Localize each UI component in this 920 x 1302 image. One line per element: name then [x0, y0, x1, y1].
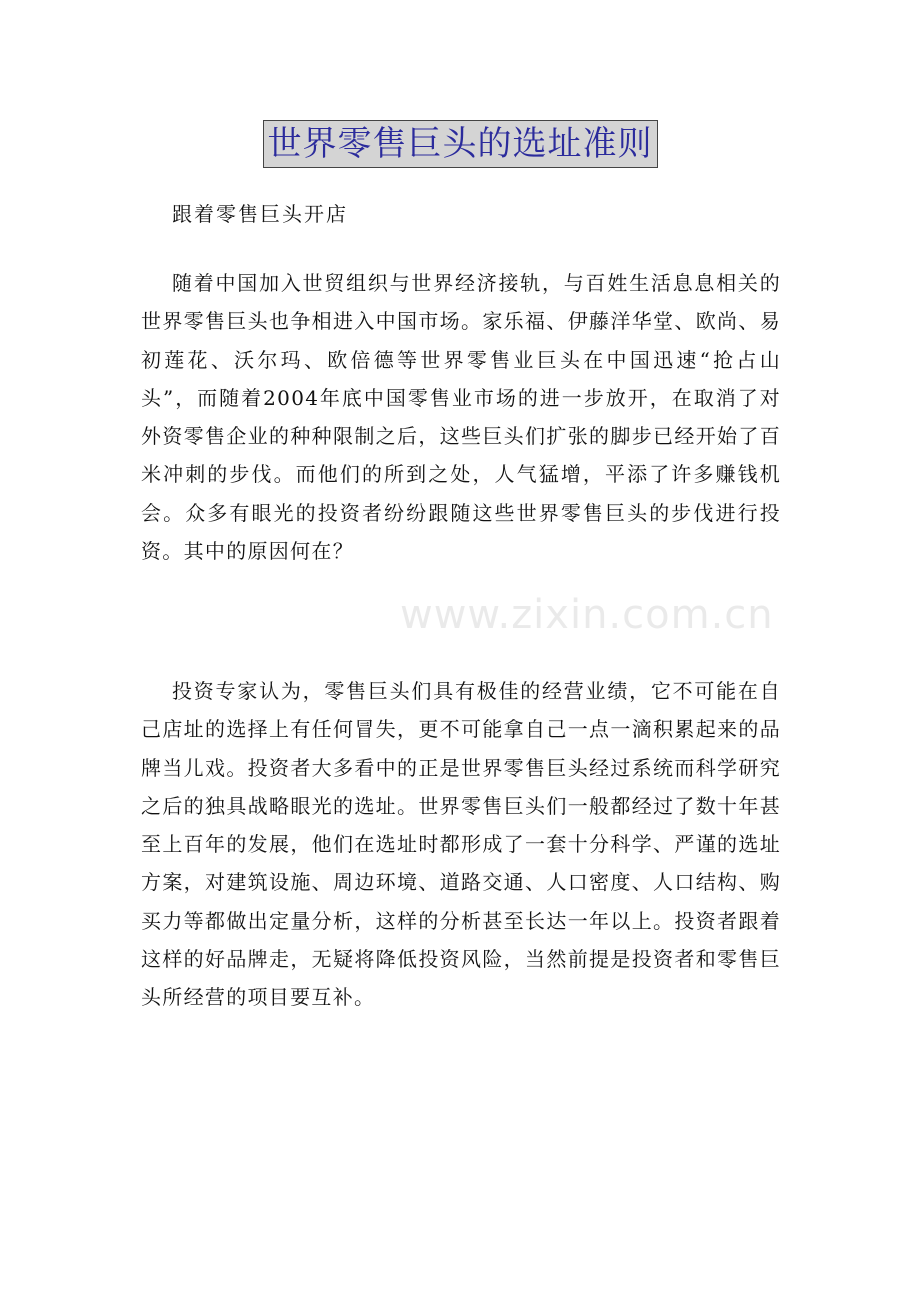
title-container	[0, 120, 920, 168]
page-title: 世界零售巨头的选址准则	[263, 120, 658, 168]
body-paragraph-1: 随着中国加入世贸组织与世界经济接轨，与百姓生活息息相关的世界零售巨头也争相进入中国市场。家乐福、伊藤洋华堂、欧尚、易初莲花、沃尔玛、欧倍德等世界零售业巨头在中国迅速“抢占山头”，而随着2004年底中国零售业市场的进一步放开，在取消了对外资零售企业的种种限制之后，这些巨头们扩张的脚步已经开始了百米冲刺的步伐。而他们的所到之处，人气猛增，平添了许多赚钱机会。众多有眼光的投资者纷纷跟随这些世界零售巨头的步伐进行投资。其中的原因何在？	[141, 271, 781, 564]
watermark: www.zixin.com.cn	[400, 592, 774, 638]
subtitle: 跟着零售巨头开店	[172, 202, 348, 226]
body-paragraph-2: 投资专家认为，零售巨头们具有极佳的经营业绩，它不可能在自己店址的选择上有任何冒失，更不可能拿自己一点一滴积累起来的品牌当儿戏。投资者大多看中的正是世界零售巨头经过系统而科学研究之后的独具战略眼光的选址。世界零售巨头们一般都经过了数十年甚至上百年的发展，他们在选址时都形成了一套十分科学、严谨的选址方案，对建筑设施、周边环境、道路交通、人口密度、人口结构、购买力等都做出定量分析，这样的分析甚至长达一年以上。投资者跟着这样的好品牌走，无疑将降低投资风险，当然前提是投资者和零售巨头所经营的项目要互补。	[141, 679, 781, 1010]
